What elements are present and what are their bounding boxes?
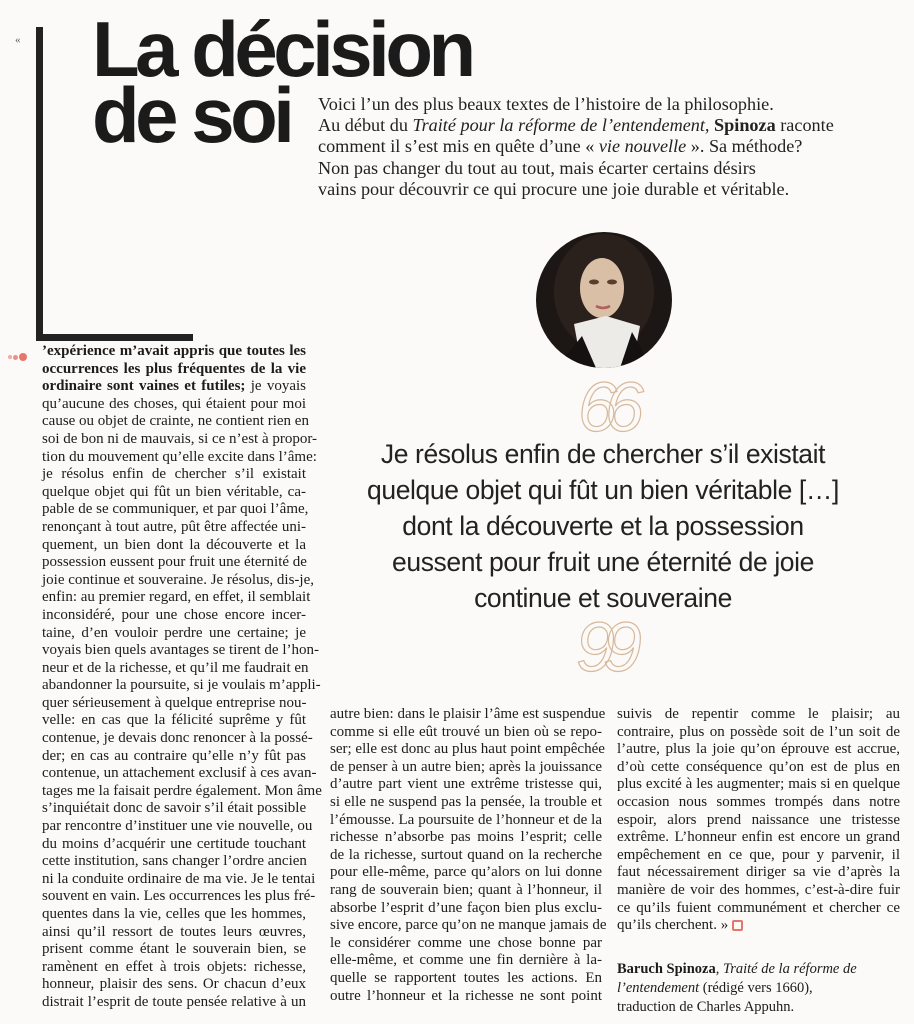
text-line: outre l’honneur et la richesse ne sont point [330,987,602,1004]
text: qu’ils cherchent. » [617,917,729,934]
end-mark-icon [732,920,743,931]
text-line: occurrences les plus fréquentes de la vie [42,360,306,377]
source-credit [617,960,907,1017]
author-name: Spinoza [714,115,776,136]
text-line: elle-même, et comme une fin dernière à la- [330,952,602,969]
text: je voyais [245,378,306,395]
text-line: occasion nous sommes trompés dans notre [617,793,900,810]
text-line: quentes dans la vie, celles que les hommes, [42,906,306,922]
drop-cap-l-horizontal [36,334,193,341]
text-line: l’autre, plus la joie qu’on éprouve est accrue, [617,741,900,758]
text-line: tages me la faisait perdre également. Mon âme [42,782,322,799]
text-line: taine, d’en vouloir perdre une certaine; je [42,624,306,641]
pull-quote-line: eussent pour fruit une éternité de joie [392,547,814,577]
text-line: possession eussent pour fruit une éternité de [42,554,307,571]
text-line: de penser à un autre bien; après la jouissance [330,758,602,775]
emphasis: vie nouvelle [598,136,687,157]
text-line: tion du mouvement qu’elle excite dans l’âme: [42,448,317,465]
section-dots-icon [8,348,28,366]
text-line: der; en cas au contraire qu’elle n’y fût pas [42,747,306,764]
pull-quote-line: quelque objet qui fût un bien véritable […] [367,475,839,505]
portrait-spinoza-icon [536,232,672,368]
text-line: distrait l’esprit de toute pensée relative à un [42,993,306,1010]
text-line [42,378,306,396]
text-line: ni la conduite ordinaire de ma vie. Je le tentai [42,870,316,887]
text-line: empêchement en ce que, pour y parvenir, il [617,846,900,863]
text-line: neur et de la richesse, et qu’il me faudrait en [42,659,309,676]
text-line: voyais bien quels avantages se tirent de l’hon- [42,642,320,659]
open-quote-icon: 66 [578,368,632,446]
pull-quote-line: dont la découverte et la possession [402,511,804,541]
text-line: s’inquiétait donc de savoir s’il était possible [42,800,307,817]
text-line: pour elle-même, parce qu’alors on lui donne [330,864,602,881]
pull-quote [318,436,888,616]
text-line: suivis de repentir comme le plaisir; au [617,706,900,722]
text-line: honneur, plaisir des sens. Or chacun d’eux [42,976,306,993]
text-line: ainsi qu’il ressort de toutes leurs œuvres, [42,923,306,940]
credit-translation: traduction de Charles Appuhn. [617,999,795,1015]
text-line: qu’aucune des choses, qui étaient pour moi [42,395,306,412]
text-line: pable de se communiquer, et par quoi l’âme, [42,501,309,518]
text-line: comme si elle eût trouvé un bien où se repo- [330,723,602,740]
text-line: contenue, je devais donc renoncer à la possé- [42,730,313,747]
text-line: autre bien: dans le plaisir l’âme est suspendue [330,706,606,722]
book-title: Traité pour la réforme de l’entendement, [412,115,710,136]
section-marker: « [15,34,21,46]
text-line: prisent comme étant le souverain bien, se [42,941,306,958]
text-line: cause ou objet de crainte, ne contient rien en [42,413,309,430]
pull-quote-line: Je résolus enfin de chercher s’il existait [380,439,826,469]
text-line: ser; elle est donc au plus haut point empêchée [330,741,605,758]
pull-quote-line: continue et souveraine [474,583,732,613]
intro-line: Voici l’un des plus beaux textes de l’histoire de la philosophie. [318,94,774,114]
text: , [715,961,723,977]
text-line: contraire, plus on possède soit de l’un soit de [617,723,900,740]
text-line: faut nécessairement diriger sa vie d’après la [617,864,900,881]
text-line: d’où cette conséquence qu’on est de plus en [617,758,900,775]
body-column-3 [617,706,900,935]
text-line: le considérer comme une chose bonne par [330,934,602,951]
text-line: l’émousse. La poursuite de l’honneur et de la [330,811,602,828]
text-line: abandonner la poursuite, si je voulais m’appli- [42,677,321,694]
text-line [617,917,900,935]
text-line: de la richesse, surtout quand on la recherche [330,846,602,863]
text-line: velle: en cas que la félicité suprême y fût [42,712,306,729]
text-line: espoir, alors prend naissance une tristesse [617,811,900,828]
text: comment il s’est mis en quête d’une « [318,136,599,157]
text-line: je résolus enfin de chercher s’il existait [42,466,306,483]
credit-work: Traité de la réforme de l’entendement [617,961,857,996]
text-line: soi de bon ni de mauvais, si ce n’est à propor- [42,430,318,447]
intro-line [318,136,908,157]
intro-line [318,115,908,136]
text-line: enfin: au premier regard, en effet, il semblait [42,589,311,606]
text-line: par rencontre d’instituer une vie nouvelle, ou [42,818,313,835]
close-quote-icon: 99 [576,608,630,686]
credit-author: Baruch Spinoza [617,961,716,977]
text-line: sive encore, parce qu’on ne manque jamais de [330,917,607,934]
text-line: rang de souverain bien; quant à l’honneur, il [330,881,602,898]
text-line: quement, un bien dont la découverte et la [42,536,306,553]
text-line: cette institution, sans changer l’ordre ancien [42,853,307,870]
title-line: de soi [92,71,291,159]
intro-paragraph [318,94,908,200]
text-line: quelle se rapportent toutes les actions. En [330,969,602,986]
text-line: inconsidéré, pour une chose encore incer- [42,606,306,623]
text-line: ’expérience m’avait appris que toutes les [42,343,306,359]
text-line: quer sérieusement à quelque entreprise nou- [42,694,307,711]
body-column-2 [330,706,607,1005]
text-line: d’autre part vient une extrême tristesse qui, [330,776,602,793]
text-line: ce qu’ils fuient communément et chercher ce [617,899,900,916]
text: raconte [775,115,834,136]
bold-text: ordinaire sont vaines et futiles; [42,378,246,395]
text-line: absorbe l’esprit d’une façon bien plus exclu- [330,899,602,916]
text-line: souvent en vain. Les occurrences les plus fré- [42,888,316,905]
intro-line: Non pas changer du tout au tout, mais écarter certains désirs [318,157,756,178]
text-line: quelque objet qui fût un bien véritable, ca- [42,483,306,500]
text-line: richesse n’absorbe pas moins l’esprit; celle [330,829,602,846]
text-line: plus excité à les augmenter; mais si en quelque [617,776,900,793]
text-line: ramènent en effet à trois objets: richesse, [42,958,306,975]
intro-line: vains pour découvrir ce qui procure une joie durable et véritable. [318,178,790,199]
text-line: extrême. L’honneur enfin est encore un grand [617,829,900,846]
text-line: renonçant à tout autre, pût être affectée uni- [42,518,306,535]
text-line: contenue, un attachement exclusif à ces avan- [42,765,317,782]
text-line: manière de voir des hommes, c’est-à-dire fuir [617,881,900,898]
body-column-1 [42,343,322,1012]
text: Au début du [318,115,413,136]
text: ». Sa méthode? [686,136,803,157]
text-line: joie continue et souveraine. Je résolus, dis-je, [42,571,315,588]
credit-date: (rédigé vers 1660), [699,980,813,996]
title-line: La décision [92,5,472,93]
text-line: si elle ne suspend pas la pensée, la trouble et [330,793,602,810]
drop-cap-l-vertical [36,27,43,341]
text-line: du moins d’acquérir une certitude touchant [42,835,306,852]
